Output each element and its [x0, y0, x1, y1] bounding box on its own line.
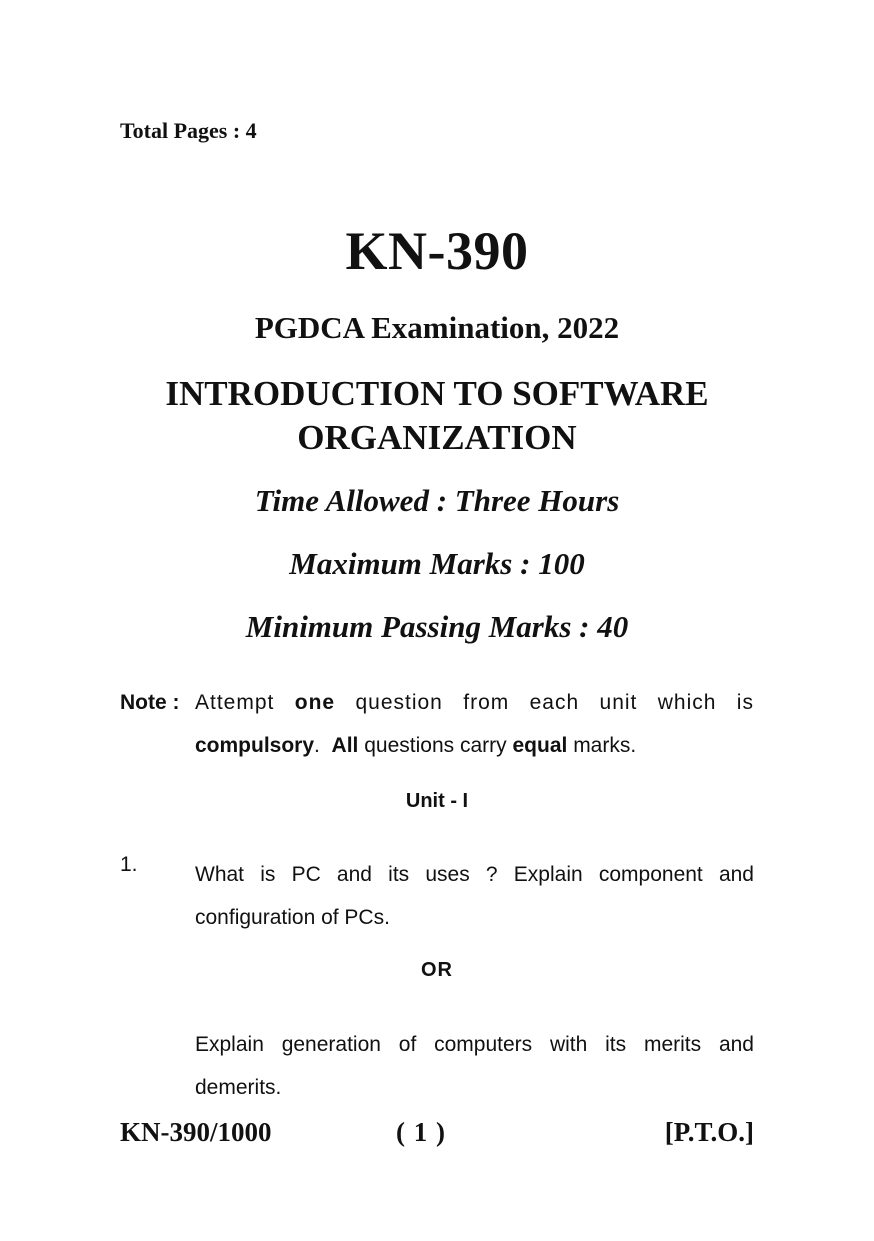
note-text: marks. [573, 734, 637, 757]
question-alternative-text [195, 1023, 754, 1109]
note-label: Note : [120, 691, 180, 714]
note-text: . [314, 734, 320, 757]
or-separator: OR [421, 959, 453, 981]
page-footer [120, 1117, 754, 1153]
note-emphasis-all: All [331, 734, 359, 757]
note-emphasis-compulsory: compulsory [195, 734, 315, 757]
footer-pto: [P.T.O.] [664, 1117, 754, 1147]
subject-title-line2: ORGANIZATION [297, 418, 577, 457]
note-text: Attempt [195, 691, 275, 714]
alternative-line-1: Explain generation of computers with its merits and [195, 1033, 754, 1056]
note-emphasis-one: one [294, 691, 336, 714]
subject-title-line1: INTRODUCTION TO SOFTWARE [165, 374, 709, 413]
unit-heading: Unit - I [405, 790, 469, 812]
question-line-1: What is PC and its uses ? Explain component and [195, 863, 754, 886]
question-line-2: configuration of PCs. [195, 906, 390, 929]
instructions-note [120, 681, 754, 767]
question-number: 1. [120, 853, 138, 876]
time-allowed: Time Allowed : Three Hours [254, 483, 620, 518]
note-text: questions carry [364, 734, 507, 757]
note-body [195, 681, 754, 767]
note-emphasis-equal: equal [512, 734, 568, 757]
alternative-line-2: demerits. [195, 1076, 282, 1099]
footer-code: KN-390/1000 [120, 1117, 272, 1147]
maximum-marks: Maximum Marks : 100 [289, 546, 585, 581]
question-text [195, 853, 754, 939]
note-line-2 [195, 734, 636, 757]
paper-code: KN-390 [345, 221, 529, 281]
total-pages: Total Pages : 4 [120, 118, 257, 143]
note-line-1 [195, 681, 754, 724]
footer-page-number: ( 1 ) [396, 1117, 446, 1147]
subject-title [0, 372, 874, 460]
note-text: question from each unit which is [355, 691, 754, 714]
minimum-passing-marks: Minimum Passing Marks : 40 [245, 609, 629, 644]
exam-title: PGDCA Examination, 2022 [254, 310, 620, 345]
